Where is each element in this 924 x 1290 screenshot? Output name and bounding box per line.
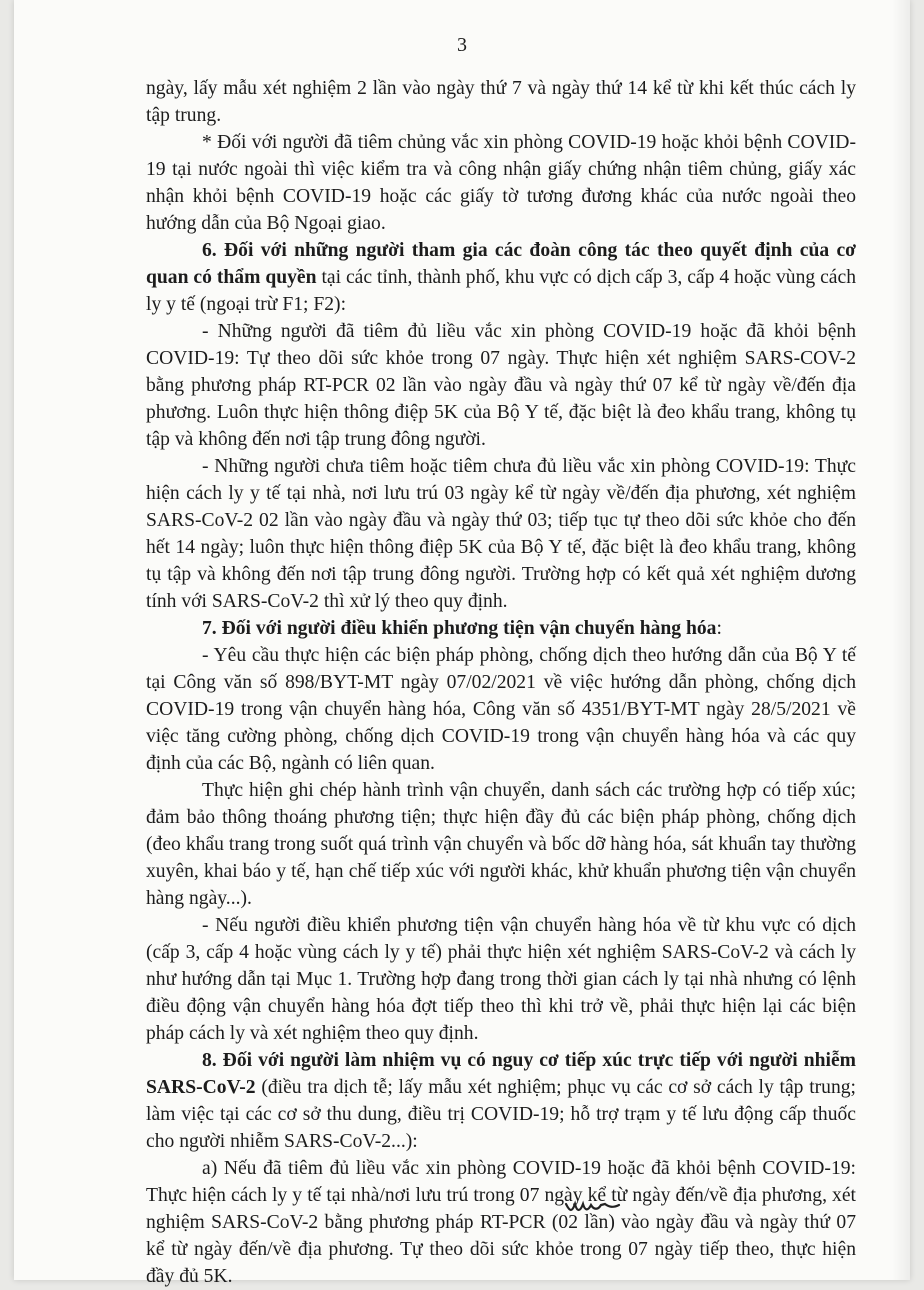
section-6-heading: 6. Đối với những người tham gia các đoàn công tác theo quyết định của cơ quan có thẩm quyền xyxy=(146,240,856,288)
section-7-paragraph xyxy=(146,615,856,642)
section-8-text: (điều tra dịch tễ; lấy mẫu xét nghiệm; phục vụ các cơ sở cách ly tập trung; làm việc tại các cơ sở thu dung, điều trị COVID-19; hỗ trợ trạm y tế lưu động cấp thuốc cho người nhiễm SARS-CoV-2...): xyxy=(146,1077,856,1152)
paragraph-8: Thực hiện ghi chép hành trình vận chuyển, danh sách các trường hợp có tiếp xúc; đảm bảo thông thoáng phương tiện; thực hiện đầy đủ các biện pháp phòng, chống dịch (đeo khẩu trang trong suốt quá trình vận chuyển và bốc dỡ hàng hóa, sát khuẩn tay thường xuyên, khai báo y tế, hạn chế tiếp xúc với người khác, khử khuẩn phương tiện vận chuyển hàng ngày...). xyxy=(146,780,856,909)
section-7-text: : xyxy=(716,618,722,639)
document-body xyxy=(146,75,856,1290)
paragraph-4: - Những người đã tiêm đủ liều vắc xin phòng COVID-19 hoặc đã khỏi bệnh COVID-19: Tự theo dõi sức khỏe trong 07 ngày. Thực hiện xét nghiệm SARS-COV-2 bằng phương pháp RT-PCR 02 lần vào ngày đầu và ngày thứ 07 kể từ ngày về/đến địa phương. Luôn thực hiện thông điệp 5K của Bộ Y tế, đặc biệt là đeo khẩu trang, không tụ tập và không đến nơi tập trung đông người. xyxy=(146,321,856,450)
section-8-heading: 8. Đối với người làm nhiệm vụ có nguy cơ tiếp xúc trực tiếp với người nhiễm SARS-CoV-2 xyxy=(146,1050,856,1098)
section-8-paragraph xyxy=(146,1047,856,1155)
section-6-paragraph xyxy=(146,237,856,318)
initial-signature xyxy=(564,1196,624,1216)
paragraph-9: - Nếu người điều khiển phương tiện vận chuyển hàng hóa về từ khu vực có dịch (cấp 3, cấp 4 hoặc vùng cách ly y tế) phải thực hiện xét nghiệm SARS-CoV-2 và cách ly như hướng dẫn tại Mục 1. Trường hợp đang trong thời gian cách ly tại nhà nhưng có lệnh điều động vận chuyển hàng hóa đợt tiếp theo thì khi trở về, phải thực hiện lại các biện pháp cách ly và xét nghiệm theo quy định. xyxy=(146,915,856,1044)
page-edge-shadow xyxy=(892,0,910,1280)
section-7-heading: 7. Đối với người điều khiển phương tiện vận chuyển hàng hóa xyxy=(202,618,717,639)
paragraph-2: * Đối với người đã tiêm chủng vắc xin phòng COVID-19 hoặc khỏi bệnh COVID-19 tại nước ngoài thì việc kiểm tra và công nhận giấy chứng nhận tiêm chủng, giấy xác nhận khỏi bệnh COVID-19 hoặc các giấy tờ tương đương khác của nước ngoài theo hướng dẫn của Bộ Ngoại giao. xyxy=(146,132,856,234)
paragraph-7: - Yêu cầu thực hiện các biện pháp phòng, chống dịch theo hướng dẫn của Bộ Y tế tại Công văn số 898/BYT-MT ngày 07/02/2021 về việc hướng dẫn phòng, chống dịch COVID-19 trong vận chuyển hàng hóa, Công văn số 4351/BYT-MT ngày 28/5/2021 về việc tăng cường phòng, chống dịch COVID-19 trong vận chuyển hàng hóa và các quy định của các Bộ, ngành có liên quan. xyxy=(146,645,856,774)
document-page xyxy=(14,0,910,1287)
paragraph-11: a) Nếu đã tiêm đủ liều vắc xin phòng COVID-19 hoặc đã khỏi bệnh COVID-19: Thực hiện cách ly y tế tại nhà/nơi lưu trú trong 07 ngày kể từ ngày đến/về địa phương, xét nghiệm SARS-CoV-2 bằng phương pháp RT-PCR (02 lần) vào ngày đầu và ngày thứ 07 kể từ ngày đến/về địa phương. Tự theo dõi sức khỏe trong 07 ngày tiếp theo, thực hiện đầy đủ 5K. xyxy=(146,1158,856,1287)
section-6-text: tại các tỉnh, thành phố, khu vực có dịch cấp 3, cấp 4 hoặc vùng cách ly y tế (ngoại trừ F1; F2): xyxy=(146,267,856,315)
paragraph-5: - Những người chưa tiêm hoặc tiêm chưa đủ liều vắc xin phòng COVID-19: Thực hiện cách ly y tế tại nhà, nơi lưu trú 03 ngày kể từ ngày về/đến địa phương, xét nghiệm SARS-CoV-2 02 lần vào ngày đầu và ngày thứ 03; tiếp tục tự theo dõi sức khỏe cho đến hết 14 ngày; luôn thực hiện thông điệp 5K của Bộ Y tế, đặc biệt là đeo khẩu trang, không tụ tập và không đến nơi tập trung đông người. Trường hợp có kết quả xét nghiệm dương tính với SARS-CoV-2 thì xử lý theo quy định. xyxy=(146,456,856,612)
page-number: 3 xyxy=(457,34,467,56)
paragraph-1: ngày, lấy mẫu xét nghiệm 2 lần vào ngày thứ 7 và ngày thứ 14 kể từ khi kết thúc cách ly tập trung. xyxy=(146,78,856,126)
